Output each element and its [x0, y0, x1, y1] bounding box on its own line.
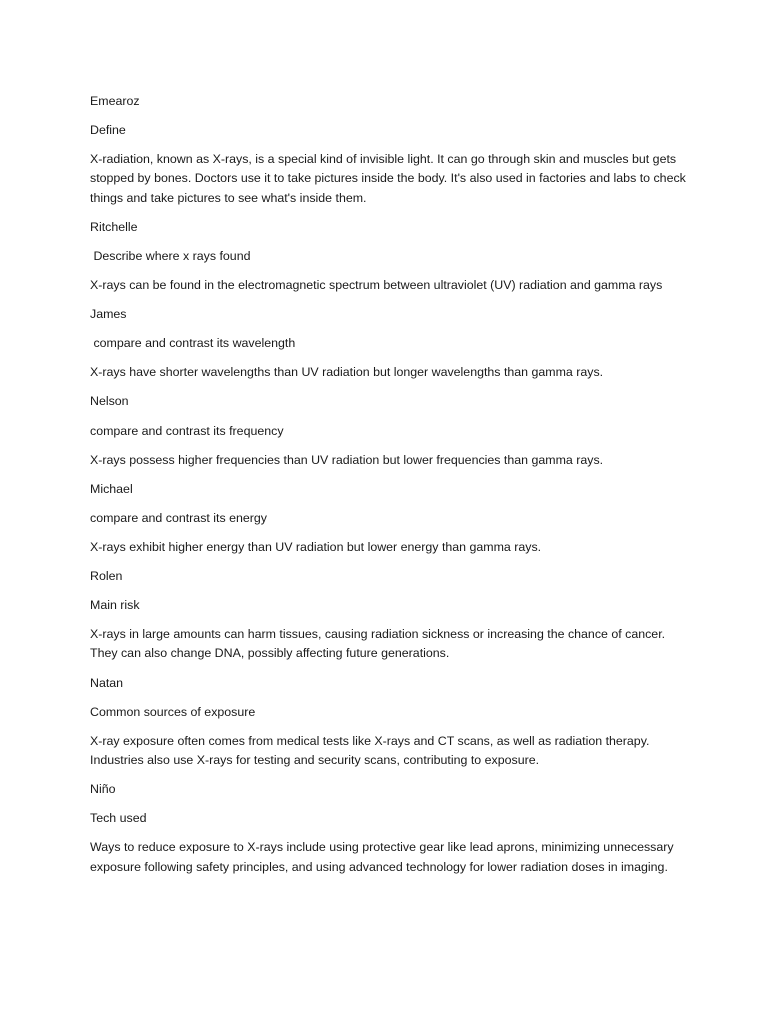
author-name: Niño — [90, 782, 116, 797]
document-body — [90, 92, 690, 887]
section-prompt: compare and contrast its frequency — [90, 423, 284, 438]
author-name: Michael — [90, 481, 133, 496]
section-answer: X-radiation, known as X-rays, is a special kind of invisible light. It can go through skin and muscles but gets stopped by bones. Doctors use it to take pictures inside the body. It's also used in factories and labs to check things and take pictures to see what's inside them. — [90, 152, 690, 205]
author-name: James — [90, 307, 127, 322]
section-answer: X-ray exposure often comes from medical tests like X-rays and CT scans, as well as radiation therapy. Industries also use X-rays for testing and security scans, contributing to exposure. — [90, 733, 653, 768]
author-name: Ritchelle — [90, 219, 138, 234]
section-answer: X-rays can be found in the electromagnetic spectrum between ultraviolet (UV) radiation and gamma rays — [90, 278, 663, 293]
author-name: Rolen — [90, 569, 123, 583]
section-prompt: Tech used — [90, 811, 147, 826]
section-answer: X-rays have shorter wavelengths than UV radiation but longer wavelengths than gamma rays. — [90, 365, 604, 380]
section-prompt: Describe where x rays found — [90, 248, 251, 263]
section-answer: Ways to reduce exposure to X-rays include using protective gear like lead aprons, minimizing unnecessary exposure following safety principles, and using advanced technology for lower radiation doses in imaging. — [90, 840, 678, 874]
section-prompt: compare and contrast its energy — [90, 510, 268, 525]
section-prompt: compare and contrast its wavelength — [90, 336, 296, 351]
section-answer: X-rays exhibit higher energy than UV radiation but lower energy than gamma rays. — [90, 539, 542, 554]
section-prompt: Define — [90, 123, 126, 138]
author-name: Natan — [90, 675, 124, 690]
author-name: Emearoz — [90, 94, 140, 108]
section-prompt: Main risk — [90, 598, 140, 613]
section-prompt: Common sources of exposure — [90, 704, 256, 719]
section-answer: X-rays in large amounts can harm tissues, causing radiation sickness or increasing the chance of cancer. They can also change DNA, possibly affecting future generations. — [90, 627, 669, 661]
section-answer: X-rays possess higher frequencies than UV radiation but lower frequencies than gamma rays. — [90, 452, 604, 467]
author-name: Nelson — [90, 394, 129, 409]
